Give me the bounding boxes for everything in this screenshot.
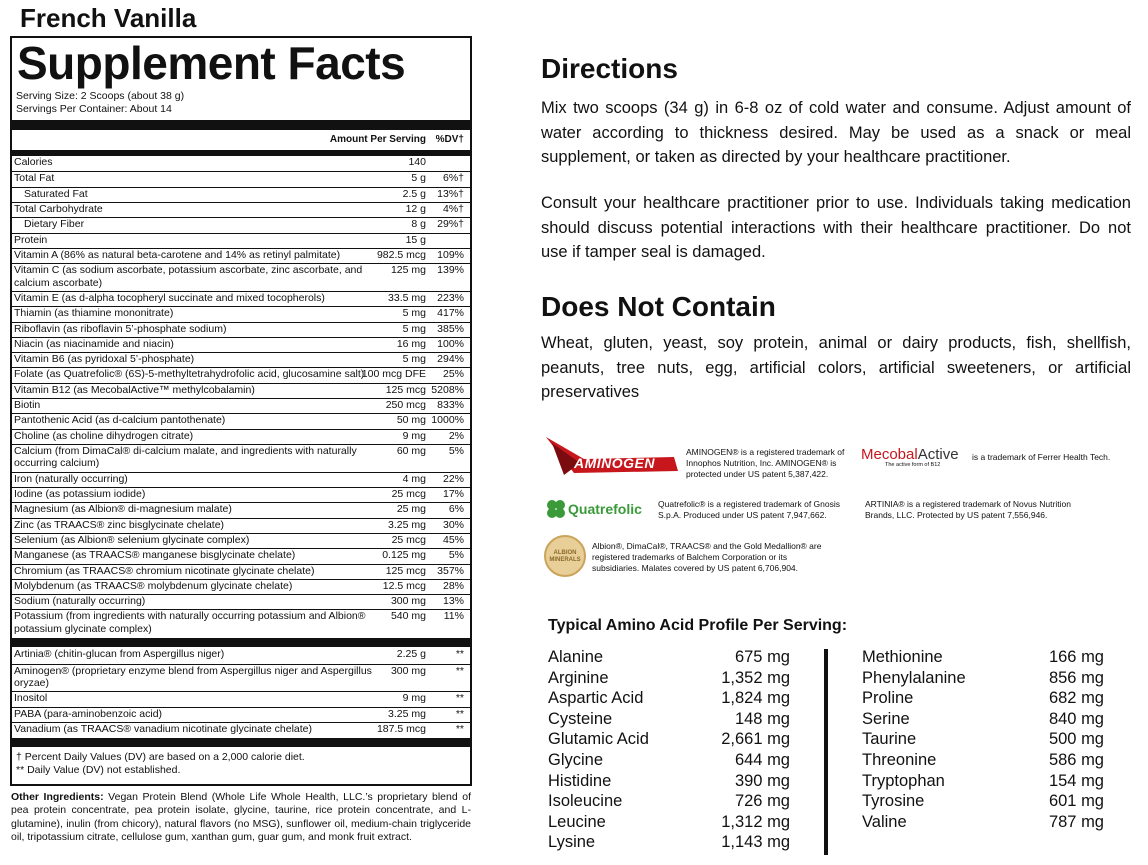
nutrient-dv: 25%: [442, 368, 464, 381]
nutrient-dv: **: [455, 707, 464, 720]
amino-acid-name: Phenylalanine: [862, 668, 966, 687]
servings-per-container: Servings Per Container: About 14: [16, 103, 172, 115]
nutrient-name: Potassium (from ingredients with naturally occurring potassium and Albion® potassium glycinate complex): [14, 610, 366, 635]
amino-acid-row: [862, 709, 1104, 729]
amino-acid-amount: 2,661 mg: [721, 730, 790, 749]
nutrient-amount: 33.5 mg: [388, 291, 426, 304]
nutrient-row: [12, 413, 470, 429]
nutrient-dv: 13%†: [437, 187, 464, 200]
nutrient-row: [12, 367, 470, 383]
amino-acid-amount: 166 mg: [1048, 648, 1104, 666]
nutrient-amount: 2.5 g: [402, 187, 426, 200]
amino-acid-name: Alanine: [548, 648, 604, 666]
nutrient-dv: 45%: [442, 533, 464, 546]
nutrient-row: [12, 306, 470, 322]
nutrient-row: [12, 472, 470, 488]
nutrient-row: [12, 707, 470, 723]
amino-acid-name: Serine: [862, 709, 910, 728]
quatrefolic-logo-text: Quatrefolic: [568, 501, 642, 517]
nutrient-amount: 25 mcg: [391, 488, 426, 500]
nutrient-name: Zinc (as TRAACS® zinc bisglycinate chelate): [14, 518, 225, 531]
nutrient-amount: 5 g: [411, 172, 426, 185]
nutrient-name: Vanadium (as TRAACS® vanadium nicotinate glycinate chelate): [14, 722, 312, 735]
amino-acid-name: Tyrosine: [862, 792, 925, 811]
nutrient-dv: 100%: [437, 337, 464, 350]
supplement-facts-panel: [10, 36, 472, 786]
nutrient-name: Thiamin (as thiamine mononitrate): [14, 307, 174, 320]
amino-acid-row: [862, 668, 1104, 688]
nutrient-name: Total Carbohydrate: [14, 202, 103, 215]
amino-acid-amount: 1,312 mg: [721, 812, 790, 831]
amino-acid-amount: 154 mg: [1048, 771, 1104, 790]
nutrient-amount: 3.25 mg: [388, 518, 426, 531]
nutrient-row: [12, 248, 470, 264]
amino-acid-amount: 601 mg: [1048, 792, 1104, 811]
nutrient-name: Iodine (as potassium iodide): [14, 488, 146, 500]
other-ingredients-label: Other Ingredients:: [11, 791, 104, 803]
nutrient-dv: 417%: [437, 307, 464, 320]
nutrient-dv: 5%: [448, 444, 464, 457]
amino-acid-amount: 856 mg: [1048, 668, 1104, 687]
mecobal-tagline: The active form of B12: [885, 462, 941, 468]
albion-medallion: [544, 535, 586, 577]
nutrient-amount: 4 mg: [402, 472, 426, 485]
nutrient-dv: 4%†: [442, 202, 464, 215]
nutrient-amount: 16 mg: [396, 337, 426, 350]
other-ingredients: [11, 791, 471, 845]
amino-acid-row: [862, 750, 1104, 770]
footnote-dv-not-established: ** Daily Value (DV) not established.: [16, 764, 181, 777]
amino-acid-row: [862, 729, 1104, 749]
serving-info: [16, 90, 184, 116]
aminogen-logo-text: AMINOGEN: [574, 455, 655, 471]
amino-acid-row: [548, 750, 790, 770]
nutrient-row: [12, 444, 470, 473]
nutrient-row: [12, 156, 470, 171]
nutrient-row: [12, 609, 470, 638]
amino-acid-row: [548, 688, 790, 708]
amino-acid-row: [862, 771, 1104, 791]
nutrient-name: Vitamin A (86% as natural beta-carotene and 14% as retinyl palmitate): [14, 248, 341, 261]
amino-acid-name: Threonine: [862, 751, 937, 769]
nutrient-row: [12, 233, 470, 249]
mecobal-logo: MecobalActive: [861, 446, 959, 463]
nutrient-amount: 250 mcg: [385, 399, 426, 411]
amino-acid-row: [548, 771, 790, 791]
nutrient-name: PABA (para-aminobenzoic acid): [14, 707, 163, 720]
warning-text: Consult your healthcare practitioner prior to use. Individuals taking medication should discuss potential interactions with their healthcare practitioner. Do not use if tamper seal is damaged.: [541, 194, 1131, 261]
nutrient-amount: 982.5 mcg: [376, 248, 426, 261]
nutrient-row: [12, 691, 470, 707]
nutrient-dv: 109%: [437, 248, 464, 261]
aminogen-logo: [544, 433, 684, 483]
nutrient-name: Choline (as choline dihydrogen citrate): [14, 429, 194, 442]
nutrient-dv: 139%: [437, 264, 464, 277]
quatrefolic-logo: [544, 497, 656, 521]
amino-acid-amount: 148 mg: [734, 709, 790, 728]
amino-acid-name: Histidine: [548, 771, 612, 790]
amino-acid-name: Arginine: [548, 668, 609, 687]
nutrient-amount: 2.25 g: [396, 648, 426, 661]
footnote-dv: † Percent Daily Values (DV) are based on a 2,000 calorie diet.: [16, 751, 305, 764]
nutrient-dv: 17%: [442, 488, 464, 500]
amino-acid-name: Glutamic Acid: [548, 730, 649, 749]
amino-acid-heading: Typical Amino Acid Profile Per Serving:: [548, 617, 848, 634]
amino-acid-amount: 787 mg: [1048, 812, 1104, 831]
nutrient-row: [12, 202, 470, 218]
nutrient-row: [12, 171, 470, 187]
nutrient-name: Inositol: [14, 692, 48, 705]
amino-acid-name: Proline: [862, 689, 914, 708]
nutrient-row: [12, 548, 470, 564]
nutrient-dv: **: [455, 722, 464, 735]
nutrient-dv: 22%: [442, 472, 464, 485]
amino-acid-name: Valine: [862, 812, 907, 831]
amino-acid-name: Lysine: [548, 833, 596, 852]
nutrient-name: Aminogen® (proprietary enzyme blend from Aspergillus niger and Aspergillus oryzae): [14, 664, 372, 689]
amino-acid-name: Methionine: [862, 648, 943, 666]
nutrient-row: [12, 518, 470, 534]
nutrient-dv: 1000%: [431, 414, 464, 427]
table-header: [12, 134, 470, 148]
nutrient-amount: 50 mg: [396, 414, 426, 427]
nutrient-name: Magnesium (as Albion® di-magnesium malate): [14, 503, 232, 516]
nutrient-dv: 294%: [437, 353, 464, 366]
nutrient-name: Vitamin C (as sodium ascorbate, potassium ascorbate, zinc ascorbate, and calcium ascorbate): [14, 264, 363, 289]
nutrient-dv: **: [455, 664, 464, 677]
other-ingredients-text: Vegan Protein Blend (Whole Life Whole Health, LLC.’s proprietary blend of pea protein concentrate, pea protein isolate, glycine, taurine, rice protein concentrate, and L-glutamine), inulin (from chicory), natural flavors (no MSG), sunflower oil, medium-chain triglyceride oil, tripotassium citrate, cellulose gum, xanthan gum, guar gum, and monk fruit extract.: [11, 791, 471, 844]
amino-acid-name: Cysteine: [548, 709, 613, 728]
nutrient-dv: 223%: [437, 291, 464, 304]
amino-acid-amount: 726 mg: [734, 792, 790, 811]
amino-acid-row: [548, 832, 790, 852]
nutrient-name: Dietary Fiber: [24, 218, 85, 231]
albion-trademark: Albion®, DimaCal®, TRAACS® and the Gold Medallion® are registered trademarks of Balchem Corporation or its subsidiaries. Malates covered by US patent 6,706,904.: [592, 541, 822, 573]
directions-text: Mix two scoops (34 g) in 6-8 oz of cold water and consume. Adjust amount of water according to thickness desired. May be used as a snack or meal supplement, or taken as directed by your healthcare practitioner.: [541, 99, 1131, 166]
nutrient-name: Calories: [14, 156, 53, 168]
amino-acid-amount: 644 mg: [734, 751, 790, 769]
nutrient-name: Vitamin B12 (as MecobalActive™ methylcobalamin): [14, 383, 255, 396]
nutrient-row: [12, 487, 470, 503]
amino-acid-row: [548, 668, 790, 688]
nutrient-row: [12, 533, 470, 549]
thick-divider: [12, 120, 470, 130]
nutrient-name: Artinia® (chitin-glucan from Aspergillus niger): [14, 648, 225, 661]
does-not-contain-text: Wheat, gluten, yeast, soy protein, animal or dairy products, fish, shellfish, peanuts, tree nuts, egg, artificial colors, artificial sweeteners, or artificial preservatives: [541, 334, 1131, 401]
nutrient-row: [12, 352, 470, 368]
amino-acid-amount: 840 mg: [1048, 709, 1104, 728]
mecobal-trademark: is a trademark of Ferrer Health Tech.: [972, 452, 1111, 462]
amino-acid-amount: 500 mg: [1048, 730, 1104, 749]
nutrient-dv: 357%: [437, 564, 464, 577]
amino-column-divider: [824, 649, 828, 855]
nutrient-name: Molybdenum (as TRAACS® molybdenum glycinate chelate): [14, 579, 293, 592]
nutrient-row: [12, 594, 470, 610]
amino-acid-amount: 1,824 mg: [721, 689, 790, 708]
amino-acid-row: [548, 647, 790, 667]
nutrient-dv: 6%: [448, 503, 464, 516]
nutrient-name: Selenium (as Albion® selenium glycinate complex): [14, 533, 250, 546]
artinia-trademark: ARTINIA® is a registered trademark of Novus Nutrition Brands, LLC. Protected by US patent 7,556,946.: [865, 499, 1071, 520]
nutrient-row: [12, 322, 470, 338]
nutrient-dv: 28%: [442, 579, 464, 592]
amino-acid-name: Tryptophan: [862, 771, 945, 790]
nutrient-amount: 5 mg: [402, 353, 426, 366]
nutrient-dv: 11%: [443, 610, 464, 623]
dv-header: %DV†: [435, 134, 464, 145]
directions-heading: Directions: [541, 53, 678, 84]
nutrient-row: [12, 502, 470, 518]
nutrient-amount: 5 mg: [402, 307, 426, 320]
amino-acid-amount: 586 mg: [1048, 751, 1104, 769]
amino-acid-row: [548, 812, 790, 832]
nutrient-name: Chromium (as TRAACS® chromium nicotinate glycinate chelate): [14, 564, 315, 577]
nutrient-amount: 125 mcg: [385, 564, 426, 577]
quatrefolic-trademark: Quatrefolic® is a registered trademark of Gnosis S.p.A. Produced under US patent 7,947,662.: [658, 499, 841, 520]
amino-acid-row: [548, 709, 790, 729]
nutrient-dv: **: [455, 648, 464, 661]
nutrient-row: [12, 564, 470, 580]
amino-acid-amount: 675 mg: [734, 648, 790, 666]
nutrient-dv: 833%: [437, 399, 464, 411]
amino-acid-row: [862, 647, 1104, 667]
thick-divider: [12, 638, 470, 647]
nutrient-row: [12, 398, 470, 414]
nutrient-name: Total Fat: [14, 172, 55, 185]
nutrient-row: [12, 579, 470, 595]
flavor-title: French Vanilla: [20, 3, 197, 33]
nutrient-row: [12, 291, 470, 307]
nutrient-amount: 540 mg: [390, 610, 426, 623]
serving-size: Serving Size: 2 Scoops (about 38 g): [16, 90, 185, 102]
amino-acid-row: [862, 791, 1104, 811]
nutrient-amount: 25 mg: [396, 503, 426, 516]
nutrient-amount: 140: [408, 156, 426, 168]
nutrient-row: [12, 664, 470, 693]
nutrient-dv: 5%: [448, 549, 464, 562]
nutrient-amount: 60 mg: [396, 444, 426, 457]
amino-acid-row: [862, 812, 1104, 832]
nutrient-name: Riboflavin (as riboflavin 5’-phosphate sodium): [14, 322, 227, 335]
thick-divider: [12, 738, 470, 747]
nutrient-name: Iron (naturally occurring): [14, 472, 128, 485]
nutrient-row: [12, 429, 470, 445]
nutrient-row: [12, 337, 470, 353]
nutrient-name: Protein: [14, 233, 48, 246]
nutrient-dv: **: [455, 692, 464, 705]
amino-acid-name: Leucine: [548, 812, 606, 831]
nutrient-row: [12, 263, 470, 292]
nutrient-amount: 3.25 mg: [388, 707, 426, 720]
nutrient-name: Manganese (as TRAACS® manganese bisglycinate chelate): [14, 549, 296, 562]
nutrient-name: Vitamin B6 (as pyridoxal 5’-phosphate): [14, 353, 195, 366]
nutrient-amount: 9 mg: [402, 429, 426, 442]
nutrient-amount: 12.5 mcg: [382, 579, 426, 592]
amino-acid-name: Glycine: [548, 751, 604, 769]
nutrient-dv: 29%†: [437, 218, 464, 231]
nutrient-name: Vitamin E (as d-alpha tocopheryl succinate and mixed tocopherols): [14, 291, 325, 304]
clover-icon: [544, 497, 568, 521]
amino-acid-amount: 1,143 mg: [721, 833, 790, 852]
aminogen-trademark: AMINOGEN® is a registered trademark of Innophos Nutrition, Inc. AMINOGEN® is protected under US patent 5,387,422.: [686, 447, 845, 479]
does-not-contain-heading: Does Not Contain: [541, 291, 776, 322]
amino-acid-name: Aspartic Acid: [548, 689, 644, 708]
nutrient-amount: 8 g: [411, 218, 426, 231]
nutrient-dv: 2%: [448, 429, 464, 442]
amino-acid-name: Isoleucine: [548, 792, 623, 811]
amino-acid-row: [548, 729, 790, 749]
nutrient-row: [12, 722, 470, 738]
nutrient-name: Folate (as Quatrefolic® (6S)-5-methyltetrahydrofolic acid, glucosamine salt): [14, 368, 365, 381]
nutrient-dv: 30%: [442, 518, 464, 531]
albion-medallion-text: ALBION MINERALS: [549, 550, 581, 563]
nutrient-dv: 385%: [437, 322, 464, 335]
nutrient-amount: 300 mg: [390, 664, 426, 677]
amino-acid-amount: 682 mg: [1048, 689, 1104, 708]
nutrient-dv: 5208%: [431, 383, 464, 396]
nutrient-name: Sodium (naturally occurring): [14, 595, 146, 608]
amino-acid-row: [548, 791, 790, 811]
nutrient-amount: 12 g: [405, 202, 426, 215]
nutrient-row: [12, 648, 470, 663]
nutrient-dv: 13%: [442, 595, 464, 608]
nutrient-row: [12, 217, 470, 233]
amount-per-serving-header: Amount Per Serving: [329, 134, 426, 145]
nutrient-amount: 25 mcg: [391, 533, 426, 546]
nutrient-row: [12, 187, 470, 203]
nutrient-name: Saturated Fat: [24, 187, 88, 200]
nutrient-amount: 300 mg: [390, 595, 426, 608]
amino-acid-amount: 1,352 mg: [721, 668, 790, 687]
amino-acid-amount: 390 mg: [734, 771, 790, 790]
nutrient-amount: 125 mg: [390, 264, 426, 277]
nutrient-row: [12, 383, 470, 399]
nutrient-name: Pantothenic Acid (as d-calcium pantothenate): [14, 414, 226, 427]
supplement-facts-title: Supplement Facts: [17, 37, 406, 89]
nutrient-amount: 187.5 mcg: [376, 722, 426, 735]
nutrient-name: Calcium (from DimaCal® di-calcium malate, and ingredients with naturally occurring calcium): [14, 444, 357, 470]
amino-acid-name: Taurine: [862, 730, 917, 749]
nutrient-amount: 100 mcg DFE: [361, 368, 426, 381]
nutrient-amount: 125 mcg: [385, 383, 426, 396]
nutrient-name: Niacin (as niacinamide and niacin): [14, 337, 174, 350]
nutrient-amount: 9 mg: [402, 692, 426, 705]
nutrient-name: Biotin: [14, 399, 41, 411]
nutrient-amount: 15 g: [405, 233, 426, 246]
amino-acid-row: [862, 688, 1104, 708]
nutrient-amount: 5 mg: [402, 322, 426, 335]
nutrient-amount: 0.125 mg: [382, 549, 426, 562]
nutrient-dv: 6%†: [442, 172, 464, 185]
